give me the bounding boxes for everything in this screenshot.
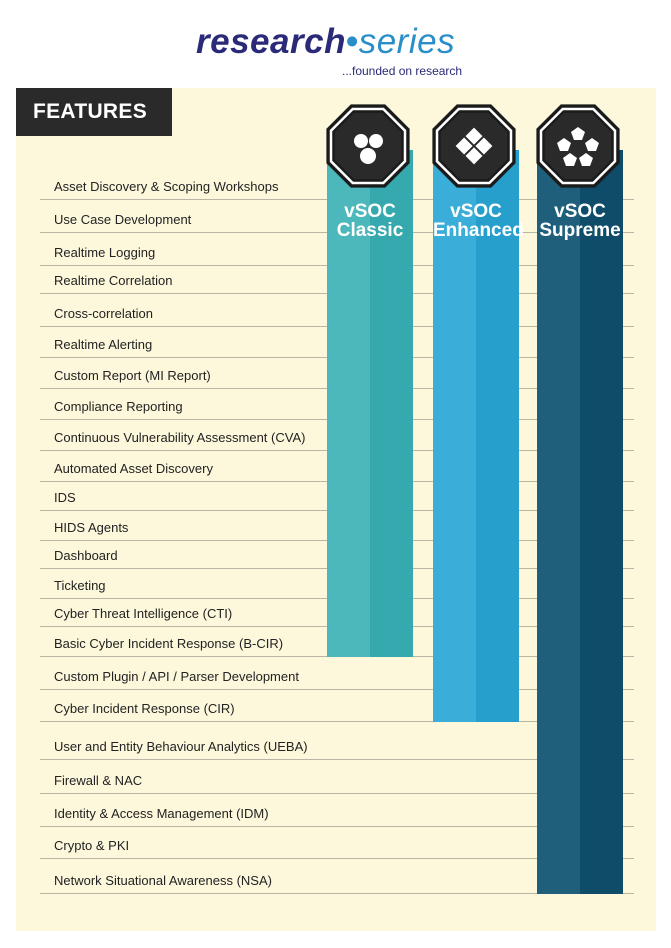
- feature-label: Ticketing: [54, 578, 106, 593]
- plan-column-classic: [327, 150, 413, 657]
- feature-label: Custom Plugin / API / Parser Development: [54, 669, 299, 684]
- plan-title: [327, 202, 413, 240]
- plan-title-line2: Classic: [336, 220, 404, 241]
- column-fill-right: [580, 150, 623, 894]
- logo-tagline: ...founded on research: [342, 64, 463, 78]
- plan-title-line1: vSOC: [554, 201, 606, 222]
- feature-label: Continuous Vulnerability Assessment (CVA): [54, 430, 306, 445]
- feature-label: Crypto & PKI: [54, 838, 130, 853]
- feature-label: Custom Report (MI Report): [54, 368, 211, 383]
- feature-label: Firewall & NAC: [54, 773, 143, 788]
- feature-label: Cyber Incident Response (CIR): [54, 701, 235, 716]
- feature-label: Identity & Access Management (IDM): [54, 806, 269, 821]
- feature-label: Cyber Threat Intelligence (CTI): [54, 606, 233, 621]
- logo-brand-main: research: [196, 22, 346, 61]
- plan-title: [433, 201, 524, 241]
- feature-label: User and Entity Behaviour Analytics (UEBA): [54, 739, 308, 754]
- pentagons-icon: [532, 100, 624, 192]
- diamond-grid-icon: [428, 100, 520, 192]
- plan-title-line2: Supreme: [539, 220, 621, 241]
- plan-title-line1: vSOC: [344, 201, 396, 222]
- plan-title-line1: vSOC: [450, 201, 502, 222]
- three-dots-icon: [322, 100, 414, 192]
- feature-label: Dashboard: [54, 548, 118, 563]
- plan-column-supreme: [537, 150, 623, 894]
- feature-label: IDS: [54, 490, 76, 505]
- feature-label: Realtime Logging: [54, 245, 156, 260]
- column-fill-left: [537, 150, 580, 894]
- feature-label: Realtime Correlation: [54, 273, 173, 288]
- feature-label: Use Case Development: [54, 212, 192, 227]
- logo-dot-icon: •: [345, 22, 359, 61]
- plan-title-line2: Enhanced: [433, 220, 524, 241]
- logo-wordmark: [196, 22, 455, 62]
- feature-label: Automated Asset Discovery: [54, 461, 213, 476]
- feature-label: HIDS Agents: [54, 520, 129, 535]
- feature-label: Cross-correlation: [54, 306, 153, 321]
- logo: [0, 20, 671, 84]
- logo-brand-series: series: [358, 22, 456, 61]
- plan-column-enhanced: [433, 150, 524, 722]
- feature-label: Compliance Reporting: [54, 399, 183, 414]
- plan-title: [537, 202, 623, 240]
- features-heading: FEATURES: [33, 100, 148, 123]
- features-heading-box: [16, 88, 172, 136]
- feature-label: Realtime Alerting: [54, 337, 153, 352]
- feature-label: Basic Cyber Incident Response (B-CIR): [54, 636, 284, 651]
- feature-label: Asset Discovery & Scoping Workshops: [54, 179, 279, 194]
- feature-label: Network Situational Awareness (NSA): [54, 873, 272, 888]
